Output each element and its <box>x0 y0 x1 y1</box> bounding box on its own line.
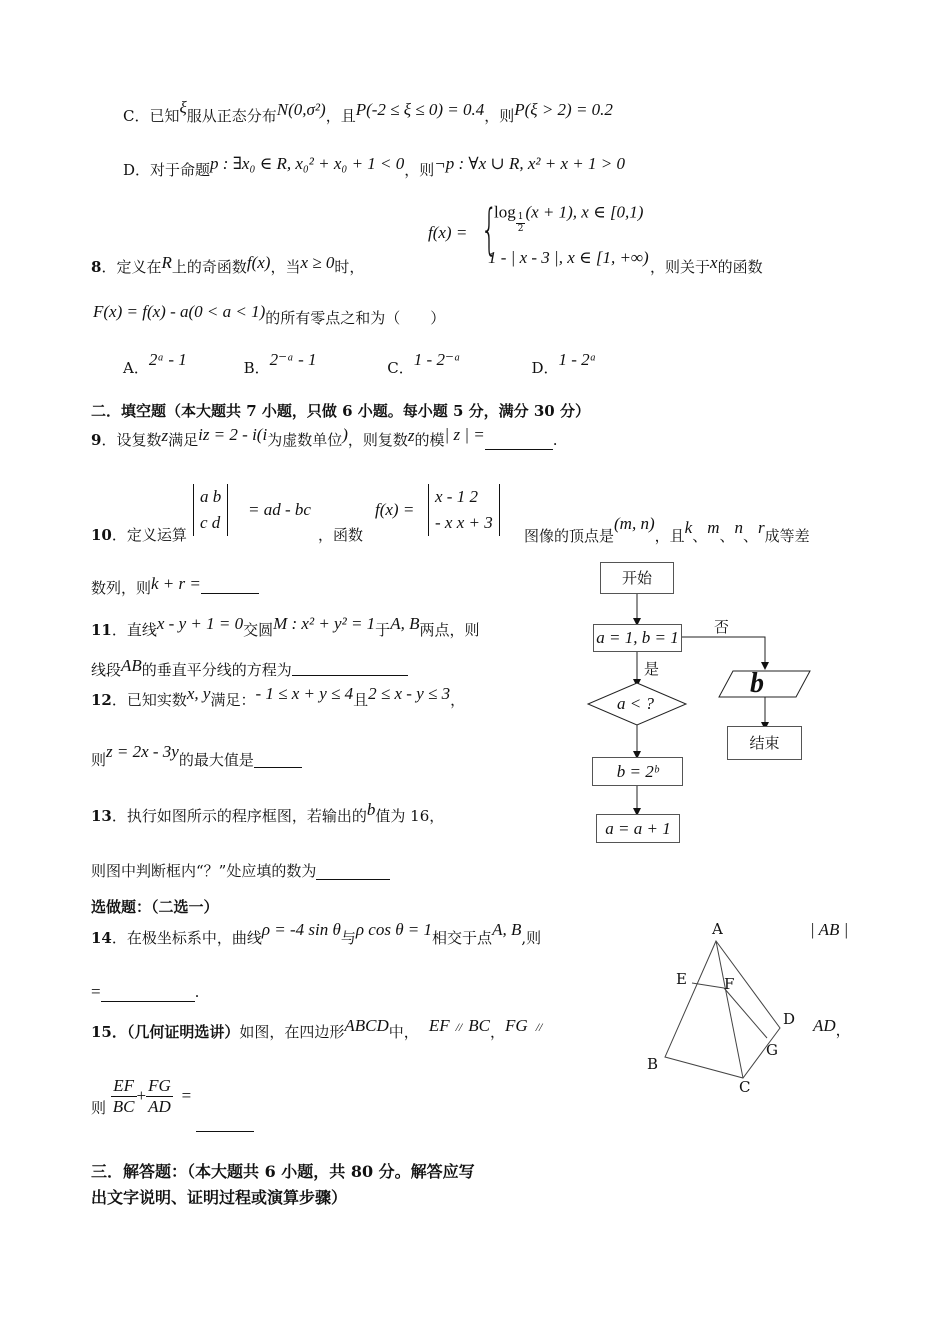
q8-case2: 1 - | x - 3 |, x ∈ [1, +∞) <box>488 248 649 267</box>
q10-function-determinant: x - 1 2 - x x + 3 <box>428 484 500 536</box>
flowchart-step-a: a = a + 1 <box>596 814 680 843</box>
q11: 11．直线x - y + 1 = 0交圆M : x² + y² = 1于A, B两点，则 <box>91 614 480 639</box>
q11-line2: 线段AB的垂直平分线的方程为 <box>91 656 408 676</box>
flowchart-condition: a < ? <box>617 694 654 713</box>
q13: 13．执行如图所示的程序框图，若输出的b值为 16， <box>91 800 445 825</box>
q8-function-F: F(x) = f(x) - a(0 < a < 1)的所有零点之和为（ ） <box>93 302 446 327</box>
q14-AB: | AB | <box>810 920 849 939</box>
label-E: E <box>676 970 687 988</box>
q14: 14．在极坐标系中，曲线ρ = -4 sin θ与ρ cos θ = 1相交于点A, B,则 <box>91 920 542 947</box>
q7-option-c: C．已知ξ服从正态分布N(0,σ²)，且P(-2 ≤ ξ ≤ 0) = 0.4，则P(ξ > 2) = 0.2 <box>123 98 613 125</box>
section-2-heading: 二．填空题（本大题共 7 小题，只做 6 小题。每小题 5 分，满分 30 分） <box>91 402 590 420</box>
q8-piecewise: f(x) = { <box>428 198 498 261</box>
option-d[interactable]: D．1 - 2ᵃ <box>531 350 597 377</box>
q14-line2: = . <box>91 982 200 1001</box>
q9: 9．设复数z满足iz = 2 - i(i为虚数单位)，则复数z的模| z | = . <box>91 425 558 449</box>
q8-stem: 8．定义在R上的奇函数f(x)，当x ≥ 0时， <box>91 253 365 276</box>
prob-expr: P(-2 ≤ ξ ≤ 0) = 0.4 <box>355 100 485 119</box>
label-C: C <box>739 1078 751 1096</box>
prob-result: P(ξ > 2) = 0.2 <box>514 100 613 119</box>
q7-option-d: D．对于命题p : ∃x₀ ∈ R, x₀² + x₀ + 1 < 0，则¬p : ∀x ∪ R, x² + x + 1 > 0 <box>123 154 625 179</box>
q10-determinant-def: a b c d <box>193 484 228 536</box>
q12: 12．已知实数x, y满足：- 1 ≤ x + y ≤ 4且2 ≤ x - y ≤ 3， <box>91 684 466 709</box>
q10: 10．定义运算 <box>91 526 187 544</box>
q13-line2: 则图中判断框内“？”处应填的数为 <box>91 862 390 880</box>
proposition-p: p : ∃x₀ ∈ R, x₀² + x₀ + 1 < 0 <box>210 154 405 173</box>
flowchart-output: b <box>750 668 764 699</box>
xi-symbol: ξ <box>179 98 187 117</box>
negation-p: ¬p : ∀x ∪ R, x² + x + 1 > 0 <box>434 154 625 173</box>
normal-dist: N(0,σ²) <box>276 100 326 119</box>
flowchart-start: 开始 <box>600 562 674 594</box>
flowchart-end: 结束 <box>727 726 802 760</box>
label-B: B <box>647 1055 659 1073</box>
q8-stem-end: ，则关于x的函数 <box>650 253 763 276</box>
section-3-heading-line1: 三．解答题：（本大题共 6 小题，共 80 分。解答应写 <box>91 1162 475 1181</box>
flowchart-yes-label: 是 <box>644 660 660 678</box>
option-b[interactable]: B．2⁻ᵃ - 1 <box>243 350 317 377</box>
q10-line2: 数列，则k + r = <box>91 574 259 594</box>
left-brace-icon: { <box>480 198 498 261</box>
q15-line2: 则 $\frac{EF}{BC}$ + $\frac{FG}{AD}$ = <box>91 1076 254 1118</box>
section-3-heading-line2: 出文字说明、证明过程或演算步骤） <box>91 1188 348 1207</box>
flowchart-init: a = 1, b = 1 <box>593 624 682 652</box>
q15: 15．（几何证明选讲）如图，在四边形ABCD中， EF // BC，FG // <box>91 1016 543 1041</box>
label-G: G <box>766 1041 778 1059</box>
q10-stem-end: 图像的顶点是(m, n)，且k、m、n、r成等差 <box>524 514 810 545</box>
q15-AD: AD， <box>813 1016 851 1039</box>
label-A: A <box>712 920 723 938</box>
label-D: D <box>783 1010 796 1028</box>
q8-case1: log $\frac{1}{2}$ (x + 1), x ∈ [0,1) <box>494 202 644 234</box>
label-F: F <box>724 975 735 993</box>
elective-heading: 选做题：（二选一） <box>91 898 219 916</box>
option-c[interactable]: C．1 - 2⁻ᵃ <box>387 350 461 377</box>
flowchart-no-label: 否 <box>714 618 730 636</box>
flowchart-step-b: b = 2ᵇ <box>592 757 683 786</box>
option-a[interactable]: A．2ᵃ - 1 <box>123 350 187 377</box>
q12-line2: 则z = 2x - 3y的最大值是 <box>91 742 302 762</box>
